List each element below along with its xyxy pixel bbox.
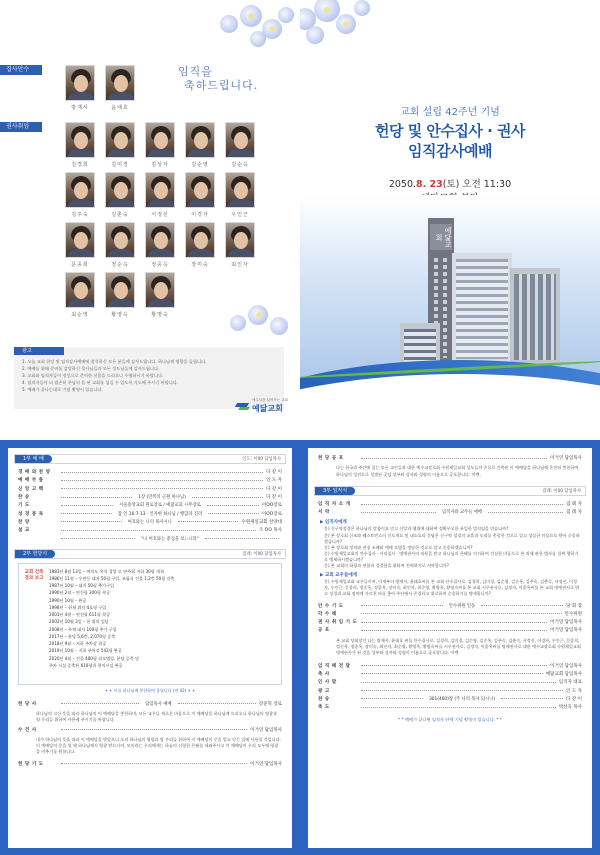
portrait-photo [65, 272, 95, 308]
ordination-order-list [308, 601, 592, 634]
order-leader: 집 례 자 [566, 502, 582, 508]
history-item: 2020년 4월 – 건물 400평 리모델링, 분당 증축 및 [49, 655, 139, 661]
order-item: 신 앙 고 백 [18, 486, 44, 492]
order-item: 설 교 [18, 528, 30, 534]
person-name: 정순옥 [111, 262, 129, 268]
order-row [18, 501, 282, 509]
history-tag-line: 교회 건축 [24, 569, 44, 575]
order-item: 수 건 사 [18, 727, 37, 733]
order-detail: 서울중앙교회 원로장로 / 예닮교회 시무장로 [116, 502, 204, 508]
portrait-photo [65, 222, 95, 258]
order-item: 안 수 기 도 [318, 603, 344, 609]
order-leader: 당 회 장 [566, 603, 582, 609]
order-leader: 인 도 자 [566, 688, 582, 694]
church-building-illustration [400, 218, 570, 378]
history-item: 2018년 9월 – 지하 주차장 착공 [49, 641, 107, 647]
person-name: 김순영 [191, 162, 209, 168]
person-card [105, 272, 135, 318]
order-item: 임 직 자 소 개 [318, 502, 351, 508]
logo-name: 예닮교회 [252, 404, 283, 413]
history-item: 1983년 8월 13일 – 여의도 옥석 창업 모 연주회 지하 30평 개척 [49, 568, 164, 574]
order-row [318, 618, 582, 626]
order-row [318, 678, 582, 686]
person-card [65, 172, 95, 218]
portrait-photo [145, 272, 175, 308]
order-row [318, 610, 582, 618]
notice-item: 3. 교회와 임직자들이 정성으로 준비한 선물을 드리오니 수령하시기 바랍니다. [22, 373, 164, 378]
vow-heading-ordinands: ▶ 임직자에게 [320, 520, 347, 526]
order-row [18, 468, 282, 476]
vow-question: 문) 신구약성경은 하나님의 말씀이요 믿고 신앙과 행위에 대하여 정확무오한 유일한 법칙임을 믿습니까? [324, 526, 509, 532]
order-item: 권 사 취 임 기 도 [318, 620, 358, 626]
person-name: 황명숙 [151, 312, 169, 318]
portrait-photo [145, 122, 175, 158]
order-row [318, 695, 582, 703]
order-row [318, 508, 582, 516]
order-leader: 박선욱 목사 [558, 705, 582, 711]
order-leader: 다 같 이 [266, 470, 282, 476]
history-tag [19, 568, 49, 680]
order-row [18, 700, 282, 708]
order-leader: 임직자 대표 [558, 680, 582, 686]
date-day: 8. 23 [416, 179, 443, 190]
order-item: 임 직 패 전 달 [318, 663, 351, 669]
person-name: 우인근 [231, 212, 249, 218]
order-of-service-right [308, 448, 592, 848]
order-leader: 다 같 이 [266, 486, 282, 492]
section-label: 3부 임직식 [315, 487, 355, 495]
order-item: 서 약 [318, 510, 330, 516]
section-header-dedication [14, 549, 286, 559]
history-item: 1990년 2월 – 연건평 300평 착공 [49, 590, 111, 596]
greeting-line-1: 임직을 [178, 65, 213, 78]
closing-note: * * 예배가 끝나면 임직자 단체 기념 촬영이 있습니다. * * [398, 717, 502, 723]
order-detail: 안수위원 일동 [446, 603, 478, 609]
vow-question: 문) 본 장로회 정치와 권징 조례와 예배 모범을 정당한 것으로 알고 순종하겠습니까? [324, 544, 473, 550]
order-item: 인 사 말 [318, 680, 337, 686]
history-tag-line: 경과 보고 [24, 575, 44, 581]
person-card [65, 272, 95, 318]
section-officiant: 인도: 이00 담임목사 [242, 457, 281, 462]
order-item: 기 도 [18, 503, 30, 509]
history-item: 1987년 10월 – 대지 50평 추가구입 [49, 583, 114, 589]
cover-page [300, 0, 600, 425]
order-item: 경 배 와 찬 양 [18, 470, 51, 476]
order-item: 예 배 부 름 [18, 478, 44, 484]
proclamation-text: 나는 한국과 주안에 있는 모든 교인들과 대한 예수교장로회 수원제일교회 성도들의 손으로 건축된 이 예배당을 하나님께 온전히 봉헌하여 하나님의 성전으로 성별된 곳임 성부와 성자와 성령의 이름으로 공포합니다. 아멘. [336, 465, 579, 477]
history-item: 1990년 10월 – 완공 [49, 597, 87, 603]
section-tab-elder: 권사취임 [0, 122, 42, 132]
person-card [105, 172, 135, 218]
order-item: 공 포 [318, 628, 330, 634]
logo-mark-icon [236, 400, 250, 412]
order-row [318, 686, 582, 694]
notice-item: 1. 오늘 교회 헌당 및 임직감사예배에 참석하신 모든 분들께 감사드립니다. 하나님께 영광을 돌립니다. [22, 359, 207, 364]
history-item: 주차 시설 증축된 610평과 편의시설 완공 [49, 662, 123, 668]
order-leader: 예닮교회 담임목사 [545, 671, 582, 677]
person-name: 최인자 [231, 262, 249, 268]
closing-order-list [308, 662, 592, 712]
greeting-line-2: 축하드립니다. [184, 79, 259, 92]
person-card [145, 272, 175, 318]
person-name: 김미경 [111, 162, 129, 168]
worship-order-list [8, 468, 292, 543]
section-officiant: 집례: 이00 담임목사 [242, 551, 281, 557]
church-logo [236, 398, 288, 414]
side-wing [510, 268, 560, 368]
section-header-ordination [314, 486, 586, 496]
history-list [49, 568, 277, 680]
order-item: 축 사 [318, 671, 330, 677]
order-leader: 조 OO 목사 [259, 528, 282, 534]
history-footer: + + 이를 하나님께 봉헌하여 올립니다 (연 42) + + [104, 687, 196, 693]
person-name: 정종옥 [151, 262, 169, 268]
history-item: 1986년 11월 – 우만동 대지 50평 구입, 조립식 건물 1,2층 50평 건축 [49, 575, 175, 581]
logo-tagline: 예수님을 닮아가는 교회 [252, 398, 289, 402]
person-card [105, 65, 135, 111]
history-item: 2019년 10월 – 지하 주차장 542평 완공 [49, 648, 122, 654]
flower-decoration-bottom [220, 295, 300, 345]
order-leader: 집 례 자 [566, 510, 582, 516]
person-card [145, 222, 175, 268]
history-item: 2008년 – 주제 대지 100평 추가 구입 [49, 626, 117, 632]
person-card [145, 172, 175, 218]
portrait-photo [225, 222, 255, 258]
ordination-proclamation: 본 교회 당회장인 나는 방재서, 윤태호 씨를 안수집사로, 김경희, 김미경, 김순영, 김순옥, 김주숙, 김춘숙, 서정선, 이경자, 우인근, 문종희, 정순옥, 정종옥, 장미숙, 최인자, 최순영, 황영옥, 황명숙씨를 시무권사로, 김정자, 이종옥씨를 명예권사로 대한 예수교장로회 수원제일교회 명예권사가 된 것을 성부와 성자와 성령의 이름으로 공포합니다. 아멘. [336, 637, 581, 656]
person-name: 최순영 [71, 312, 89, 318]
order-item: 찬 송 [318, 696, 330, 702]
portrait-photo [105, 172, 135, 208]
dedication-text: 하나님의 크신 뜻을 따라 하나님의 이 예배당을 봉헌하며, 모든 교우들 새로운 마음으로 이 예배당을 하나님께 드리오니 하나님의 영광과 영 우리들 위하여 사용케 주시기를 바랍니다. [36, 710, 277, 723]
notice-item: 5. 예배가 끝나는대로 기념 촬영이 있습니다. [22, 387, 103, 392]
order-row [318, 454, 582, 462]
order-detail: 여호와는 나의 목자시니 [125, 519, 175, 525]
order-row [318, 601, 582, 609]
person-name: 김춘숙 [111, 212, 129, 218]
order-row [318, 703, 582, 711]
person-name: 문종희 [71, 262, 89, 268]
person-name: 황영옥 [111, 312, 129, 318]
order-row [318, 500, 582, 508]
order-leader: 강준혁 장로 [258, 701, 283, 707]
history-item: 2001년 4월 – 연건평 611평 착공 [49, 612, 111, 618]
order-row [18, 509, 282, 517]
building-sign: 예닮교회 [430, 224, 452, 250]
order-item: 헌 당 기 도 [18, 761, 44, 767]
ordination-order-list [308, 500, 592, 517]
white-wave [300, 374, 600, 425]
order-leader: 수원제일교회 찬양대 [241, 519, 282, 525]
order-row [18, 534, 282, 542]
notice-item: 2. 예배를 위해 준비를 감당하신 목사님들과 모든 성도님들께 감사드립니다. [22, 366, 160, 371]
order-item: 성 경 봉 독 [18, 511, 44, 517]
portrait-photo [145, 222, 175, 258]
notice-item: 4. 임직자들이 더 겸손히 주님의 몸 된 교회를 섬길 수 있도록 기도해 주시기 바랍니다. [22, 380, 179, 385]
order-leader: 안수위원 [564, 611, 582, 617]
history-item: 1998년 – 현재 위치 4호형 구입 [49, 604, 107, 610]
main-hall [452, 253, 512, 368]
order-leader: 다 같 이 [266, 495, 283, 501]
vow-questions-ordinands [308, 526, 592, 569]
bulletin-inner-spread [0, 440, 600, 855]
person-name: 김주숙 [71, 212, 89, 218]
vow-question: 문) 본 장로회 신조와 웨스트민스터 신도게요 및 대소요리 문답은 신구약 성경의 교훈과 도리를 총괄한 것으로 알고 성실한 마음으로 받아 순종하겠습니까? [324, 532, 580, 544]
order-leader: 다 같 이 [566, 696, 582, 702]
order-detail: 임직자와 교우들 예배 [439, 509, 485, 515]
order-detail: 1장 (만복의 근원 하나님) [135, 494, 189, 500]
person-name: 윤태호 [111, 105, 129, 111]
acceptance-text: 내가 하나님의 뜻을 따라 이 예배당을 받았으니 오직 하나님의 영광과 영 우리들 위하여 이 예배당의 문을 열고 닫는 일에 사용할 것입니다. 이 예배당의 문을 열 때 하나님께서 영광 받으시며, 모이라는 우리에게는 하늘의 신령한 은혜를 내려주시고 이 예배당이 우리 모두에 영광을 비추기를 원합니다. [36, 736, 281, 755]
vow-heading-congregation: ▶ 교회 교우들에게 [320, 573, 358, 579]
vow-question: 문) 본 교회의 화평과 연합과 성결함을 위하여 전력하기로 서약합니까? [324, 563, 449, 569]
order-row [18, 485, 282, 493]
section-label: 1부 예 배 [15, 455, 52, 463]
portrait-photo [65, 65, 95, 101]
portrait-photo [185, 172, 215, 208]
portrait-photo [105, 65, 135, 101]
history-item: 2017년 – 분당 5,6층, 2,070평 증축 [49, 633, 116, 639]
portrait-photo [145, 172, 175, 208]
flower-decoration-cover [300, 0, 410, 70]
person-name: 김경희 [71, 162, 89, 168]
order-item: 찬 송 [18, 495, 30, 501]
order-leader: 이OO장로 [261, 503, 282, 509]
portrait-photo [225, 122, 255, 158]
cover-date [300, 176, 600, 190]
portrait-photo [65, 122, 95, 158]
order-detail: 301(460)장 (주 나의 목자 되시니) [426, 696, 498, 702]
order-row [18, 518, 282, 526]
order-leader: 이거연 담임목사 [550, 620, 582, 626]
person-card [225, 122, 255, 168]
order-item: 찬 양 [18, 519, 30, 525]
order-item: 헌 당 공 포 [318, 456, 344, 462]
cover-title-line-1: 헌당 및 안수집사 · 권사 [375, 122, 525, 140]
order-leader: 이OO장로 [261, 511, 282, 517]
person-name: 장미숙 [191, 262, 209, 268]
order-detail: "나 여호와는 중심을 보느니라" [138, 536, 202, 542]
cover-subtitle: 교회 설립 42주년 기념 [400, 107, 500, 118]
order-detail: 담임목사 예배 [142, 701, 174, 707]
building-history-box [18, 563, 282, 685]
order-leader: 이거연 담임목사 [250, 727, 282, 733]
person-card [65, 222, 95, 268]
history-item: 2002년 10월 3일 – 헌 위치 입당 [49, 619, 109, 625]
order-row [18, 476, 282, 484]
order-row [18, 760, 282, 768]
order-item: 헌 당 사 [18, 701, 37, 707]
person-card [185, 172, 215, 218]
person-name: 김순옥 [231, 162, 249, 168]
notice-list [14, 355, 284, 393]
order-leader: 이거연 담임목사 [550, 456, 582, 462]
bulletin-cover-spread [0, 0, 600, 425]
order-leader: 이거연 담임목사 [550, 663, 582, 669]
portrait-photo [105, 122, 135, 158]
vow-questions-congregation [308, 579, 592, 597]
portrait-photo [65, 172, 95, 208]
person-card [145, 122, 175, 168]
vow-question: 문) 수원제일교회의 안수집사 · 서리집사 · 명예권사의 직분을 받고 하나님의 은혜를 의지하여 진실한 마음으로 본 직에 관한 범사를 힘써 행하기로 맹세하시겠습니까? [324, 550, 579, 562]
section-tab-retire: 집사안수 [0, 65, 42, 75]
notice-title: 광고 [14, 347, 64, 355]
person-name: 서정선 [151, 212, 169, 218]
order-row [18, 493, 282, 501]
section-header-worship [14, 454, 286, 464]
portrait-photo [185, 122, 215, 158]
person-card [105, 222, 135, 268]
flower-decoration-left [190, 5, 300, 60]
cover-title-line-2: 임직감사예배 [408, 142, 492, 160]
order-row [18, 726, 282, 734]
person-name: 김성자 [151, 162, 169, 168]
person-card [225, 222, 255, 268]
portrait-photo [105, 222, 135, 258]
person-card [65, 122, 95, 168]
person-name: 방재서 [71, 105, 89, 111]
section-label: 2부 헌당식 [15, 550, 55, 558]
order-row [18, 526, 282, 534]
person-name: 이경자 [191, 212, 209, 218]
greeting-text [178, 65, 258, 93]
person-card [185, 122, 215, 168]
order-item: 악 수 례 [318, 611, 337, 617]
portrait-photo [225, 172, 255, 208]
date-year: 2050. [388, 179, 417, 190]
order-item: 축 도 [318, 705, 330, 711]
order-leader: 이거연 담임목사 [550, 628, 582, 634]
person-card [225, 172, 255, 218]
portrait-photo [105, 272, 135, 308]
order-leader: 이거연 담임목사 [250, 761, 282, 767]
order-leader: 인 도 자 [266, 478, 282, 484]
date-time: (토) 오전 11:30 [442, 179, 512, 190]
order-of-service-left [8, 448, 292, 848]
order-row [318, 626, 582, 634]
order-item: 광 고 [318, 688, 330, 694]
person-card [185, 222, 215, 268]
order-detail: 잠 언 16:7-13 · 인자한 하나님 / 행함과 진리 [115, 511, 205, 517]
vow-question: 문) 수원제일교회 교우들이여, 이제부터 방재서, 윤태호씨를 본 교회 안수집사로, 김경희, 김미경, 김순영, 김순옥, 김주숙, 김춘숙, 서정선, 이경자, 우인근, 문종희, 정순옥, 정종옥, 장미숙, 최인자, 최순영, 황영옥, 황명숙씨를 본 교회 시무권사로, 김정자, 이종옥씨를 본 교회 명예권사로 받고 성경과 교회 정치에 가르친 바를 좇아 주안에서 존경하고 위로하며 순종하기를 맹세합니까? [324, 579, 580, 597]
portrait-photo [185, 222, 215, 258]
order-row [318, 670, 582, 678]
person-card [65, 65, 95, 111]
section-officiant: 집례: 이00 담임목사 [542, 488, 581, 494]
order-row [318, 662, 582, 670]
person-card [105, 122, 135, 168]
